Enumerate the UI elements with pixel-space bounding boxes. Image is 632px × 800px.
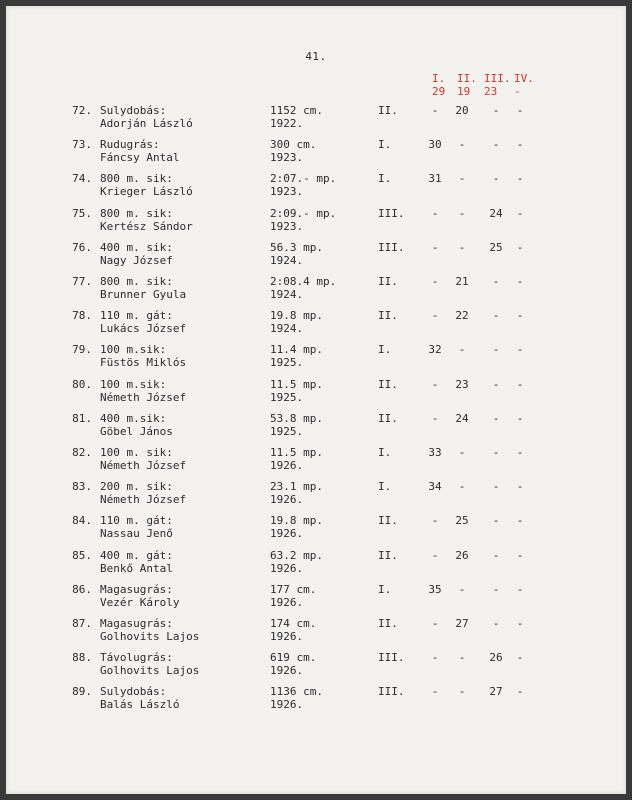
record-year: 1926. <box>270 527 304 541</box>
count-col-2: - <box>458 685 466 699</box>
athlete-name: Lukács József <box>100 322 187 336</box>
count-col-4: - <box>516 582 524 596</box>
athlete-name: Németh József <box>100 390 187 404</box>
result-value: 1152 cm. <box>270 104 323 117</box>
record-year: 1923. <box>270 185 304 199</box>
result-value: 174 cm. <box>270 617 317 630</box>
count-col-2: - <box>458 446 466 459</box>
count-col-1: 31 <box>428 172 442 186</box>
count-col-3: 27 <box>489 685 503 699</box>
column-header-3-roman: III. <box>484 72 511 85</box>
athlete-name: Balás László <box>100 698 180 712</box>
event-name: 400 m.sik: <box>100 411 167 425</box>
record-year: 1926. <box>270 561 304 575</box>
class-label: II. <box>378 411 398 425</box>
count-col-1: - <box>431 651 439 665</box>
count-col-1: - <box>431 411 439 425</box>
result-value: 23.1 mp. <box>270 480 323 494</box>
record-number: 88. <box>72 651 92 665</box>
event-name: 800 m. sik: <box>100 206 173 220</box>
count-col-2: 21 <box>455 275 469 288</box>
event-name: 100 m.sik: <box>100 377 167 391</box>
record-number: 86. <box>72 582 92 596</box>
class-label: II. <box>378 275 398 288</box>
result-value: 2:08.4 mp. <box>270 275 337 288</box>
count-col-2: 23 <box>455 377 469 391</box>
count-col-4: - <box>516 617 524 630</box>
record-year: 1924. <box>270 288 304 301</box>
count-col-1: 35 <box>428 582 442 596</box>
table-row <box>6 172 626 206</box>
class-label: I. <box>378 138 392 152</box>
result-value: 300 cm. <box>270 138 317 152</box>
count-col-1: 30 <box>428 138 442 152</box>
record-number: 77. <box>72 275 92 288</box>
column-header-3-count: 23 <box>484 85 498 98</box>
class-label: II. <box>378 309 398 323</box>
count-col-4: - <box>516 651 524 665</box>
count-col-4: - <box>516 206 524 220</box>
count-col-2: 24 <box>455 411 469 425</box>
result-value: 56.3 mp. <box>270 240 323 254</box>
count-col-4: - <box>516 411 524 425</box>
athlete-name: Nassau Jenő <box>100 527 173 541</box>
athlete-name: Fáncsy Antal <box>100 151 180 165</box>
record-year: 1924. <box>270 253 304 267</box>
class-label: III. <box>378 240 405 254</box>
count-col-4: - <box>516 104 524 117</box>
athlete-name: Adorján László <box>100 117 193 130</box>
count-col-2: - <box>458 172 466 186</box>
event-name: 200 m. sik: <box>100 480 173 494</box>
athlete-name: Németh József <box>100 459 187 472</box>
table-row <box>6 617 626 651</box>
count-col-2: 26 <box>455 548 469 562</box>
athlete-name: Golhovits Lajos <box>100 630 200 643</box>
count-col-1: - <box>431 104 439 117</box>
athlete-name: Nagy József <box>100 253 173 267</box>
count-col-4: - <box>516 446 524 459</box>
record-number: 72. <box>72 104 92 117</box>
table-row <box>6 275 626 309</box>
result-value: 53.8 mp. <box>270 411 323 425</box>
count-col-1: - <box>431 309 439 323</box>
count-col-1: - <box>431 514 439 528</box>
event-name: Rudugrás: <box>100 138 160 152</box>
column-header-1 <box>432 72 445 98</box>
count-col-1: 34 <box>428 480 442 494</box>
result-value: 11.5 mp. <box>270 377 323 391</box>
column-header-3 <box>484 72 511 98</box>
record-number: 82. <box>72 446 92 459</box>
event-name: Sulydobás: <box>100 685 167 699</box>
count-col-4: - <box>516 685 524 699</box>
count-col-2: 25 <box>455 514 469 528</box>
record-year: 1923. <box>270 151 304 165</box>
table-row <box>6 309 626 343</box>
column-header-1-roman: I. <box>432 72 446 85</box>
count-col-3: - <box>492 275 500 288</box>
athlete-name: Göbel János <box>100 424 173 438</box>
count-col-2: - <box>458 343 466 357</box>
record-year: 1922. <box>270 117 304 130</box>
count-col-1: - <box>431 685 439 699</box>
table-row <box>6 651 626 685</box>
count-col-3: - <box>492 138 500 152</box>
athlete-name: Füstös Miklós <box>100 356 187 370</box>
athlete-name: Brunner Gyula <box>100 288 187 301</box>
result-value: 177 cm. <box>270 582 317 596</box>
count-col-2: - <box>458 651 466 665</box>
result-value: 619 cm. <box>270 651 317 665</box>
record-number: 81. <box>72 411 92 425</box>
count-col-3: - <box>492 411 500 425</box>
event-name: 110 m. gát: <box>100 309 173 323</box>
count-col-3: - <box>492 172 500 186</box>
class-label: I. <box>378 582 392 596</box>
table-row <box>6 583 626 617</box>
column-header-2-count: 19 <box>457 85 471 98</box>
count-col-1: - <box>431 240 439 254</box>
class-label: II. <box>378 617 398 630</box>
count-col-3: 26 <box>489 651 503 665</box>
result-value: 11.5 mp. <box>270 446 323 459</box>
table-row <box>6 378 626 412</box>
record-number: 78. <box>72 309 92 323</box>
record-year: 1925. <box>270 356 304 370</box>
count-col-3: - <box>492 617 500 630</box>
count-col-4: - <box>516 377 524 391</box>
count-col-4: - <box>516 240 524 254</box>
record-number: 83. <box>72 480 92 494</box>
table-row <box>6 104 626 138</box>
document-page <box>6 6 626 794</box>
count-col-4: - <box>516 309 524 323</box>
event-name: 400 m. gát: <box>100 548 173 562</box>
record-number: 89. <box>72 685 92 699</box>
count-col-1: - <box>431 617 439 630</box>
count-col-4: - <box>516 480 524 494</box>
event-name: Magasugrás: <box>100 582 173 596</box>
count-col-2: - <box>458 480 466 494</box>
count-col-4: - <box>516 172 524 186</box>
count-col-2: - <box>458 206 466 220</box>
table-row <box>6 343 626 377</box>
count-col-2: 27 <box>455 617 469 630</box>
count-col-1: 33 <box>428 446 442 459</box>
table-row <box>6 207 626 241</box>
count-col-2: 22 <box>455 309 469 323</box>
record-year: 1924. <box>270 322 304 336</box>
athlete-name: Benkő Antal <box>100 561 173 575</box>
class-label: I. <box>378 480 392 494</box>
table-row <box>6 138 626 172</box>
record-year: 1923. <box>270 219 304 233</box>
result-value: 19.8 mp. <box>270 309 323 323</box>
count-col-3: 25 <box>489 240 503 254</box>
record-year: 1926. <box>270 698 304 712</box>
event-name: Sulydobás: <box>100 104 167 117</box>
event-name: Magasugrás: <box>100 617 173 630</box>
athlete-name: Golhovits Lajos <box>100 664 200 678</box>
record-number: 74. <box>72 172 92 186</box>
count-col-1: - <box>431 275 439 288</box>
column-header-4 <box>514 72 534 98</box>
column-header-4-count: - <box>514 85 521 98</box>
count-col-4: - <box>516 548 524 562</box>
page-number: 41. <box>305 50 327 63</box>
count-col-3: - <box>492 548 500 562</box>
count-col-3: - <box>492 582 500 596</box>
count-col-2: 20 <box>455 104 469 117</box>
count-col-4: - <box>516 138 524 152</box>
count-col-4: - <box>516 343 524 357</box>
column-header-4-roman: IV. <box>514 72 534 85</box>
class-label: I. <box>378 172 392 186</box>
record-year: 1925. <box>270 390 304 404</box>
athlete-name: Vezér Károly <box>100 595 180 609</box>
class-label: III. <box>378 651 405 665</box>
athlete-name: Németh József <box>100 493 187 507</box>
result-value: 2:09.- mp. <box>270 206 337 220</box>
count-col-3: - <box>492 309 500 323</box>
record-number: 84. <box>72 514 92 528</box>
event-name: 800 m. sik: <box>100 172 173 186</box>
count-col-3: - <box>492 514 500 528</box>
result-value: 1136 cm. <box>270 685 323 699</box>
record-number: 76. <box>72 240 92 254</box>
event-name: 400 m. sik: <box>100 240 173 254</box>
count-col-3: 24 <box>489 206 503 220</box>
class-label: III. <box>378 685 405 699</box>
count-col-2: - <box>458 240 466 254</box>
event-name: Távolugrás: <box>100 651 173 665</box>
count-col-1: - <box>431 548 439 562</box>
class-label: I. <box>378 343 392 357</box>
column-header-2-roman: II. <box>457 72 477 85</box>
count-col-1: 32 <box>428 343 442 357</box>
event-name: 100 m. sik: <box>100 446 173 459</box>
record-year: 1926. <box>270 459 304 472</box>
athlete-name: Kertész Sándor <box>100 219 193 233</box>
count-col-3: - <box>492 377 500 391</box>
class-label: II. <box>378 548 398 562</box>
record-year: 1925. <box>270 424 304 438</box>
column-header-1-count: 29 <box>432 85 446 98</box>
class-label: II. <box>378 104 398 117</box>
table-row <box>6 514 626 548</box>
count-col-3: - <box>492 446 500 459</box>
column-header-2 <box>457 72 477 98</box>
count-col-3: - <box>492 104 500 117</box>
result-value: 11.4 mp. <box>270 343 323 357</box>
athlete-name: Krieger László <box>100 185 193 199</box>
record-number: 85. <box>72 548 92 562</box>
record-number: 79. <box>72 343 92 357</box>
count-col-4: - <box>516 514 524 528</box>
class-label: II. <box>378 514 398 528</box>
class-label: II. <box>378 377 398 391</box>
table-row <box>6 446 626 480</box>
class-label: I. <box>378 446 392 459</box>
result-value: 2:07.- mp. <box>270 172 337 186</box>
count-col-2: - <box>458 582 466 596</box>
table-row <box>6 412 626 446</box>
table-row <box>6 241 626 275</box>
result-value: 19.8 mp. <box>270 514 323 528</box>
record-year: 1926. <box>270 664 304 678</box>
table-row <box>6 480 626 514</box>
record-year: 1926. <box>270 595 304 609</box>
class-label: III. <box>378 206 405 220</box>
table-row <box>6 549 626 583</box>
count-col-3: - <box>492 480 500 494</box>
record-number: 87. <box>72 617 92 630</box>
event-name: 110 m. gát: <box>100 514 173 528</box>
record-number: 80. <box>72 377 92 391</box>
event-name: 100 m.sik: <box>100 343 167 357</box>
count-col-1: - <box>431 206 439 220</box>
record-year: 1926. <box>270 630 304 643</box>
count-col-4: - <box>516 275 524 288</box>
count-col-3: - <box>492 343 500 357</box>
count-col-2: - <box>458 138 466 152</box>
record-year: 1926. <box>270 493 304 507</box>
record-number: 75. <box>72 206 92 220</box>
count-col-1: - <box>431 377 439 391</box>
table-row <box>6 685 626 719</box>
event-name: 800 m. sik: <box>100 275 173 288</box>
result-value: 63.2 mp. <box>270 548 323 562</box>
record-number: 73. <box>72 138 92 152</box>
